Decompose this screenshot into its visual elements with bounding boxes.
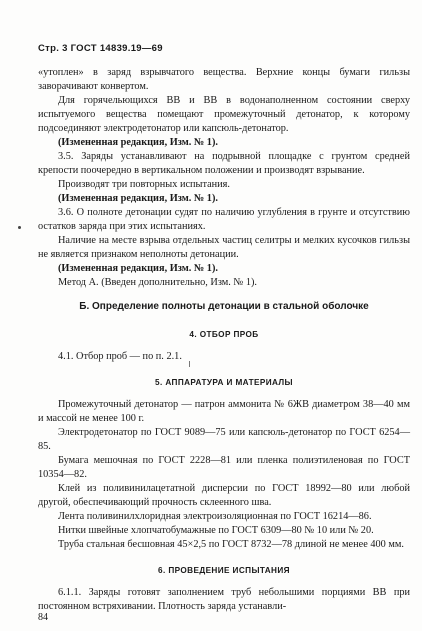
paragraph: Нитки швейные хлопчатобумажные по ГОСТ 6309—80 № 10 или № 20. — [58, 525, 374, 536]
paragraph: Промежуточный детонатор — патрон аммонита № 6ЖВ диаметром 38—40 мм и массой не менее 100 г. — [38, 399, 410, 424]
paragraph: Наличие на месте взрыва отдельных частиц селитры и мелких кусочков гильзы не является признаком неполноты детонации. — [38, 235, 410, 260]
document-body — [38, 66, 410, 614]
section-6-title: 6. ПРОВЕДЕНИЕ ИСПЫТАНИЯ — [158, 566, 290, 575]
paragraph: Метод А. (Введен дополнительно, Изм. № 1). — [58, 277, 257, 288]
paragraph: Лента поливинилхлоридная электроизоляционная по ГОСТ 16214—86. — [58, 511, 372, 522]
section-b-title: Б. Определение полноты детонации в стальной оболочке — [79, 301, 369, 312]
paragraph: Труба стальная бесшовная 45×2,5 по ГОСТ 8732—78 длиной не менее 400 мм. — [58, 539, 404, 550]
amendment-note: (Измененная редакция, Изм. № 1). — [58, 263, 218, 274]
paragraph: Клей из поливинилацетатной дисперсии по ГОСТ 18992—80 или любой другой, обеспечивающий прочность склеенного шва. — [38, 483, 410, 508]
amendment-note: (Измененная редакция, Изм. № 1). — [58, 193, 218, 204]
paragraph: 6.1.1. Заряды готовят заполнением труб небольшими порциями ВВ при постоянном встряхивании. Плотность заряда устанавли- — [38, 587, 410, 612]
paragraph: 3.5. Заряды устанавливают на подрывной площадке с грунтом средней крепости поочередно в вертикальном положении и производят взрывание. — [38, 151, 410, 176]
page-number: 84 — [38, 612, 48, 623]
section-5-title: 5. АППАРАТУРА И МАТЕРИАЛЫ — [155, 378, 293, 387]
section-4-title: 4. ОТБОР ПРОБ — [189, 330, 259, 339]
paragraph: Электродетонатор по ГОСТ 9089—75 или капсюль-детонатор по ГОСТ 6254—85. — [38, 427, 410, 452]
paragraph: Производят три повторных испытания. — [58, 179, 230, 190]
paragraph: 4.1. Отбор проб — по п. 2.1. — [58, 351, 182, 362]
paragraph: Для горячельющихся ВВ и ВВ в водонаполненном состоянии сверху испытуемого вещества помещают промежуточный детонатор, к которому подсоединяют электродетонатор или капсюль-детонатор. — [38, 95, 410, 134]
margin-dot — [18, 226, 21, 229]
amendment-note: (Измененная редакция, Изм. № 1). — [58, 137, 218, 148]
paragraph: Бумага мешочная по ГОСТ 2228—81 или пленка полиэтиленовая по ГОСТ 10354—82. — [38, 455, 410, 480]
paragraph: «утоплен» в заряд взрывчатого вещества. Верхние концы бумаги гильзы заворачивают конвертом. — [38, 67, 410, 92]
margin-tick — [189, 361, 190, 367]
paragraph: 3.6. О полноте детонации судят по наличию углубления в грунте и отсутствию остатков заряда при этих испытаниях. — [38, 207, 410, 232]
page-header: Стр. 3 ГОСТ 14839.19—69 — [38, 43, 163, 54]
